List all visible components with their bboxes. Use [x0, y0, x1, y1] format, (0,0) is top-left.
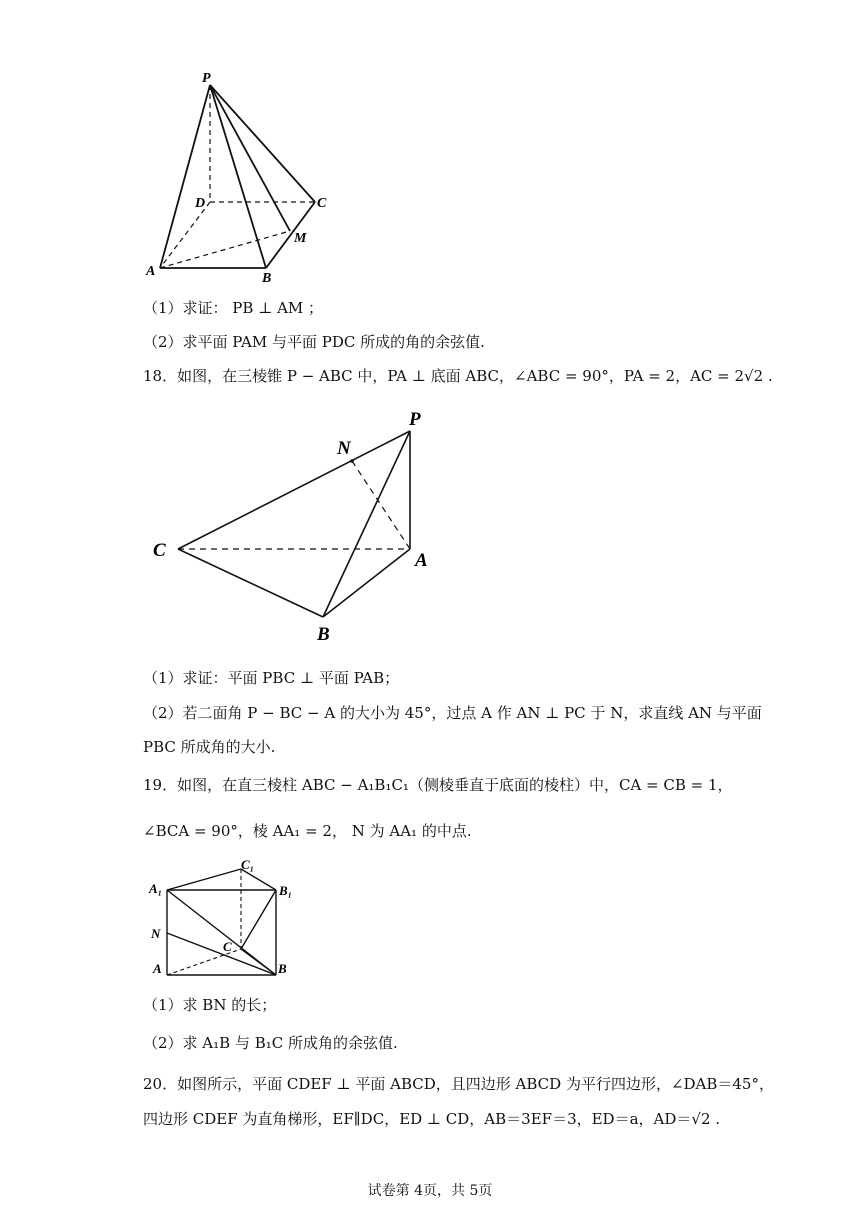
- q17-part1: （1）求证： PB ⊥ AM ；: [143, 299, 324, 317]
- q19-part2: （2）求 A₁B 与 B₁C 所成角的余弦值.: [143, 1034, 398, 1052]
- label-a: A: [153, 961, 162, 976]
- label-p: P: [409, 409, 421, 430]
- q18-stem: 18．如图，在三棱锥 P − ABC 中，PA ⊥ 底面 ABC，∠ABC = 90°，PA = 2，AC = 2√2 .: [143, 367, 773, 385]
- label-a: A: [146, 264, 156, 279]
- q19-stem-line2: ∠BCA = 90°，棱 AA₁ = 2， N 为 AA₁ 的中点.: [143, 822, 472, 840]
- label-c: C: [317, 196, 327, 211]
- label-c: C: [223, 939, 232, 954]
- label-b: B: [262, 271, 272, 286]
- label-d: D: [195, 196, 206, 211]
- q18-part2-line1: （2）若二面角 P − BC − A 的大小为 45°，过点 A 作 AN ⊥ PC 于 N，求直线 AN 与平面: [143, 704, 762, 722]
- label-c1: C₁: [241, 857, 255, 872]
- q20-line1: 20．如图所示，平面 CDEF ⊥ 平面 ABCD，且四边形 ABCD 为平行四边形，∠DAB＝45°，: [143, 1075, 774, 1093]
- label-m: M: [294, 231, 307, 246]
- label-b: B: [317, 624, 330, 645]
- label-c: C: [153, 540, 166, 561]
- label-a1: A₁: [149, 881, 163, 896]
- label-n: N: [337, 438, 351, 459]
- label-b1: B₁: [279, 883, 293, 898]
- label-b: B: [278, 961, 287, 976]
- q19-stem-line1: 19．如图，在直三棱柱 ABC − A₁B₁C₁（侧棱垂直于底面的棱柱）中，CA = CB = 1，: [143, 776, 733, 794]
- q20-line2: 四边形 CDEF 为直角梯形，EF∥DC，ED ⊥ CD，AB＝3EF＝3，ED＝a，AD＝√2 .: [143, 1110, 721, 1128]
- label-n: N: [151, 926, 161, 941]
- q18-part1: （1）求证：平面 PBC ⊥ 平面 PAB；: [143, 669, 400, 687]
- page-footer: 试卷第 4页，共 5页: [367, 1183, 493, 1199]
- label-a: A: [415, 550, 428, 571]
- q18-part2-line2: PBC 所成角的大小.: [143, 738, 276, 756]
- figure-prism-abc-a1b1c1: [145, 855, 305, 983]
- label-p: P: [202, 71, 211, 86]
- figure-pyramid-pabcd: [140, 68, 340, 288]
- figure-pyramid-pabc: [145, 405, 445, 645]
- q17-part2: （2）求平面 PAM 与平面 PDC 所成的角的余弦值.: [143, 333, 485, 351]
- q19-part1: （1）求 BN 的长；: [143, 996, 277, 1014]
